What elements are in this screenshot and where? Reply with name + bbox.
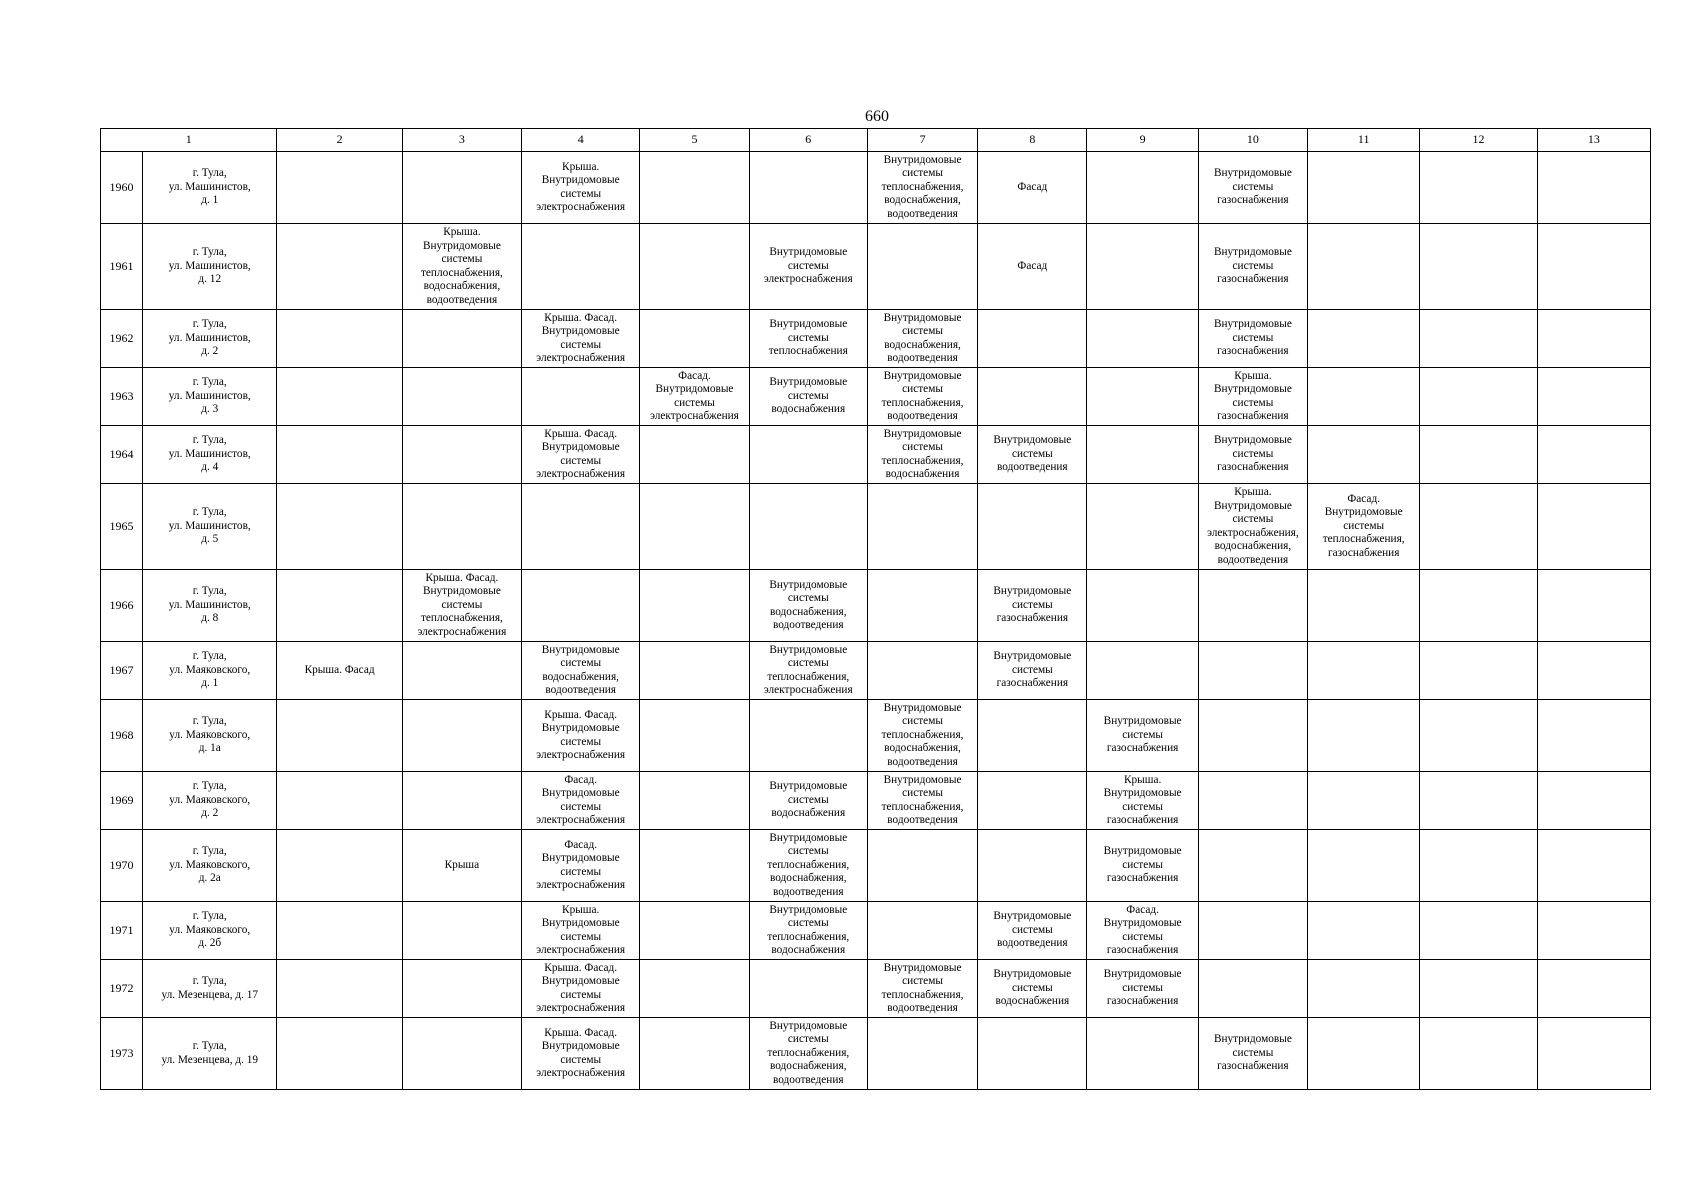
address-cell: г. Тула, ул. Машинистов, д. 1 [143, 152, 277, 224]
work-cell-col-12 [1420, 830, 1537, 902]
work-cell-col-12 [1420, 960, 1537, 1018]
work-cell-col-12 [1420, 1018, 1537, 1090]
work-cell-col-7 [867, 484, 977, 570]
work-cell-col-9: Внутридомовые системы газоснабжения [1087, 960, 1198, 1018]
row-number: 1963 [101, 368, 143, 426]
work-cell-col-8: Внутридомовые системы водоснабжения [978, 960, 1087, 1018]
column-header-8: 8 [978, 129, 1087, 152]
address-cell: г. Тула, ул. Машинистов, д. 2 [143, 310, 277, 368]
work-cell-col-13 [1537, 1018, 1650, 1090]
work-cell-col-3 [402, 960, 521, 1018]
work-cell-col-3 [402, 772, 521, 830]
work-cell-col-8: Внутридомовые системы газоснабжения [978, 642, 1087, 700]
work-cell-col-5: Фасад. Внутридомовые системы электроснабжения [640, 368, 749, 426]
table-row [101, 902, 1651, 960]
table-row [101, 368, 1651, 426]
repair-schedule-table [100, 128, 1651, 1090]
work-cell-col-11 [1308, 960, 1420, 1018]
work-cell-col-3: Крыша. Внутридомовые системы теплоснабжения, водоснабжения, водоотведения [402, 224, 521, 310]
work-cell-col-3 [402, 152, 521, 224]
work-cell-col-12 [1420, 152, 1537, 224]
work-cell-col-10: Крыша. Внутридомовые системы газоснабжения [1198, 368, 1307, 426]
work-cell-col-13 [1537, 426, 1650, 484]
table-row [101, 570, 1651, 642]
work-cell-col-9: Внутридомовые системы газоснабжения [1087, 700, 1198, 772]
work-cell-col-6: Внутридомовые системы водоснабжения [749, 772, 867, 830]
work-cell-col-11 [1308, 152, 1420, 224]
table-row [101, 830, 1651, 902]
work-cell-col-11 [1308, 368, 1420, 426]
row-number: 1965 [101, 484, 143, 570]
table-row [101, 310, 1651, 368]
address-cell: г. Тула, ул. Маяковского, д. 2б [143, 902, 277, 960]
header-row [101, 129, 1651, 152]
work-cell-col-6: Внутридомовые системы электроснабжения [749, 224, 867, 310]
column-header-10: 10 [1198, 129, 1307, 152]
work-cell-col-6 [749, 152, 867, 224]
table-container [100, 128, 1651, 1090]
work-cell-col-3: Крыша. Фасад. Внутридомовые системы теплоснабжения, электроснабжения [402, 570, 521, 642]
column-header-11: 11 [1308, 129, 1420, 152]
work-cell-col-7: Внутридомовые системы теплоснабжения, водоснабжения [867, 426, 977, 484]
work-cell-col-8 [978, 368, 1087, 426]
column-header-3: 3 [402, 129, 521, 152]
work-cell-col-5 [640, 700, 749, 772]
table-header [101, 129, 1651, 152]
work-cell-col-10: Внутридомовые системы газоснабжения [1198, 310, 1307, 368]
table-row [101, 700, 1651, 772]
row-number: 1960 [101, 152, 143, 224]
work-cell-col-10 [1198, 902, 1307, 960]
table-body [101, 152, 1651, 1090]
work-cell-col-8: Фасад [978, 224, 1087, 310]
column-header-9: 9 [1087, 129, 1198, 152]
work-cell-col-12 [1420, 772, 1537, 830]
work-cell-col-12 [1420, 310, 1537, 368]
table-row [101, 224, 1651, 310]
work-cell-col-11 [1308, 570, 1420, 642]
row-number: 1970 [101, 830, 143, 902]
work-cell-col-3 [402, 426, 521, 484]
work-cell-col-8: Внутридомовые системы газоснабжения [978, 570, 1087, 642]
work-cell-col-8: Фасад [978, 152, 1087, 224]
work-cell-col-7: Внутридомовые системы теплоснабжения, водоснабжения, водоотведения [867, 152, 977, 224]
work-cell-col-9 [1087, 310, 1198, 368]
work-cell-col-10 [1198, 642, 1307, 700]
work-cell-col-12 [1420, 902, 1537, 960]
address-cell: г. Тула, ул. Маяковского, д. 1а [143, 700, 277, 772]
work-cell-col-3: Крыша [402, 830, 521, 902]
work-cell-col-2 [277, 310, 402, 368]
work-cell-col-11 [1308, 224, 1420, 310]
work-cell-col-12 [1420, 700, 1537, 772]
work-cell-col-2 [277, 830, 402, 902]
work-cell-col-6: Внутридомовые системы теплоснабжения, водоснабжения [749, 902, 867, 960]
work-cell-col-4: Крыша. Внутридомовые системы электроснабжения [522, 152, 640, 224]
work-cell-col-2 [277, 484, 402, 570]
work-cell-col-10 [1198, 960, 1307, 1018]
work-cell-col-9 [1087, 642, 1198, 700]
work-cell-col-4: Крыша. Внутридомовые системы электроснабжения [522, 902, 640, 960]
work-cell-col-2 [277, 368, 402, 426]
work-cell-col-11 [1308, 772, 1420, 830]
row-number: 1966 [101, 570, 143, 642]
work-cell-col-7 [867, 830, 977, 902]
work-cell-col-8: Внутридомовые системы водоотведения [978, 902, 1087, 960]
work-cell-col-2 [277, 960, 402, 1018]
work-cell-col-13 [1537, 152, 1650, 224]
work-cell-col-7: Внутридомовые системы теплоснабжения, водоотведения [867, 772, 977, 830]
work-cell-col-11 [1308, 1018, 1420, 1090]
work-cell-col-6: Внутридомовые системы водоснабжения [749, 368, 867, 426]
work-cell-col-4: Внутридомовые системы водоснабжения, водоотведения [522, 642, 640, 700]
work-cell-col-4 [522, 368, 640, 426]
work-cell-col-13 [1537, 700, 1650, 772]
table-row [101, 960, 1651, 1018]
work-cell-col-4: Крыша. Фасад. Внутридомовые системы электроснабжения [522, 310, 640, 368]
work-cell-col-5 [640, 642, 749, 700]
work-cell-col-3 [402, 1018, 521, 1090]
table-row [101, 772, 1651, 830]
work-cell-col-5 [640, 426, 749, 484]
work-cell-col-7 [867, 1018, 977, 1090]
work-cell-col-13 [1537, 960, 1650, 1018]
work-cell-col-13 [1537, 772, 1650, 830]
work-cell-col-12 [1420, 368, 1537, 426]
work-cell-col-10: Внутридомовые системы газоснабжения [1198, 152, 1307, 224]
work-cell-col-10: Внутридомовые системы газоснабжения [1198, 1018, 1307, 1090]
work-cell-col-13 [1537, 902, 1650, 960]
work-cell-col-5 [640, 152, 749, 224]
work-cell-col-12 [1420, 642, 1537, 700]
work-cell-col-2 [277, 1018, 402, 1090]
work-cell-col-11 [1308, 700, 1420, 772]
work-cell-col-11: Фасад. Внутридомовые системы теплоснабжения, газоснабжения [1308, 484, 1420, 570]
work-cell-col-6: Внутридомовые системы теплоснабжения, водоснабжения, водоотведения [749, 830, 867, 902]
work-cell-col-2 [277, 224, 402, 310]
work-cell-col-8 [978, 830, 1087, 902]
work-cell-col-9 [1087, 1018, 1198, 1090]
work-cell-col-6: Внутридомовые системы водоснабжения, водоотведения [749, 570, 867, 642]
address-cell: г. Тула, ул. Машинистов, д. 8 [143, 570, 277, 642]
work-cell-col-6 [749, 700, 867, 772]
work-cell-col-2 [277, 772, 402, 830]
work-cell-col-13 [1537, 484, 1650, 570]
work-cell-col-7 [867, 902, 977, 960]
column-header-13: 13 [1537, 129, 1650, 152]
work-cell-col-7 [867, 642, 977, 700]
work-cell-col-4: Крыша. Фасад. Внутридомовые системы электроснабжения [522, 1018, 640, 1090]
work-cell-col-8 [978, 772, 1087, 830]
column-header-1: 1 [101, 129, 277, 152]
work-cell-col-6: Внутридомовые системы теплоснабжения, водоснабжения, водоотведения [749, 1018, 867, 1090]
row-number: 1964 [101, 426, 143, 484]
work-cell-col-5 [640, 224, 749, 310]
work-cell-col-4: Крыша. Фасад. Внутридомовые системы электроснабжения [522, 426, 640, 484]
work-cell-col-8 [978, 484, 1087, 570]
address-cell: г. Тула, ул. Маяковского, д. 1 [143, 642, 277, 700]
work-cell-col-4 [522, 570, 640, 642]
table-row [101, 642, 1651, 700]
work-cell-col-6: Внутридомовые системы теплоснабжения [749, 310, 867, 368]
address-cell: г. Тула, ул. Машинистов, д. 12 [143, 224, 277, 310]
column-header-6: 6 [749, 129, 867, 152]
work-cell-col-8 [978, 700, 1087, 772]
work-cell-col-3 [402, 642, 521, 700]
row-number: 1972 [101, 960, 143, 1018]
work-cell-col-10 [1198, 830, 1307, 902]
column-header-5: 5 [640, 129, 749, 152]
work-cell-col-10 [1198, 570, 1307, 642]
page-number: 660 [865, 108, 889, 125]
row-number: 1967 [101, 642, 143, 700]
row-number: 1962 [101, 310, 143, 368]
address-cell: г. Тула, ул. Мезенцева, д. 17 [143, 960, 277, 1018]
address-cell: г. Тула, ул. Маяковского, д. 2 [143, 772, 277, 830]
work-cell-col-7: Внутридомовые системы теплоснабжения, водоснабжения, водоотведения [867, 700, 977, 772]
work-cell-col-5 [640, 772, 749, 830]
work-cell-col-6 [749, 426, 867, 484]
table-row [101, 426, 1651, 484]
work-cell-col-6 [749, 484, 867, 570]
work-cell-col-4: Крыша. Фасад. Внутридомовые системы электроснабжения [522, 960, 640, 1018]
work-cell-col-2 [277, 426, 402, 484]
work-cell-col-3 [402, 902, 521, 960]
work-cell-col-13 [1537, 830, 1650, 902]
column-header-12: 12 [1420, 129, 1537, 152]
work-cell-col-4 [522, 224, 640, 310]
work-cell-col-9 [1087, 570, 1198, 642]
work-cell-col-8 [978, 310, 1087, 368]
work-cell-col-5 [640, 484, 749, 570]
work-cell-col-9: Внутридомовые системы газоснабжения [1087, 830, 1198, 902]
work-cell-col-3 [402, 484, 521, 570]
work-cell-col-3 [402, 700, 521, 772]
work-cell-col-11 [1308, 830, 1420, 902]
work-cell-col-11 [1308, 426, 1420, 484]
work-cell-col-10 [1198, 700, 1307, 772]
work-cell-col-2: Крыша. Фасад [277, 642, 402, 700]
address-cell: г. Тула, ул. Машинистов, д. 4 [143, 426, 277, 484]
work-cell-col-13 [1537, 570, 1650, 642]
address-cell: г. Тула, ул. Машинистов, д. 5 [143, 484, 277, 570]
address-cell: г. Тула, ул. Мезенцева, д. 19 [143, 1018, 277, 1090]
address-cell: г. Тула, ул. Машинистов, д. 3 [143, 368, 277, 426]
work-cell-col-13 [1537, 368, 1650, 426]
work-cell-col-13 [1537, 310, 1650, 368]
work-cell-col-7: Внутридомовые системы теплоснабжения, водоотведения [867, 368, 977, 426]
work-cell-col-12 [1420, 484, 1537, 570]
work-cell-col-11 [1308, 642, 1420, 700]
column-header-4: 4 [522, 129, 640, 152]
table-row [101, 1018, 1651, 1090]
address-cell: г. Тула, ул. Маяковского, д. 2а [143, 830, 277, 902]
work-cell-col-9: Крыша. Внутридомовые системы газоснабжения [1087, 772, 1198, 830]
work-cell-col-12 [1420, 224, 1537, 310]
work-cell-col-4: Фасад. Внутридомовые системы электроснабжения [522, 830, 640, 902]
column-header-2: 2 [277, 129, 402, 152]
column-header-7: 7 [867, 129, 977, 152]
work-cell-col-6 [749, 960, 867, 1018]
work-cell-col-4: Крыша. Фасад. Внутридомовые системы электроснабжения [522, 700, 640, 772]
work-cell-col-2 [277, 902, 402, 960]
work-cell-col-7 [867, 224, 977, 310]
work-cell-col-5 [640, 1018, 749, 1090]
row-number: 1968 [101, 700, 143, 772]
work-cell-col-7: Внутридомовые системы теплоснабжения, водоотведения [867, 960, 977, 1018]
work-cell-col-9 [1087, 224, 1198, 310]
work-cell-col-10: Внутридомовые системы газоснабжения [1198, 224, 1307, 310]
work-cell-col-7 [867, 570, 977, 642]
work-cell-col-10: Крыша. Внутридомовые системы электроснабжения, водоснабжения, водоотведения [1198, 484, 1307, 570]
work-cell-col-11 [1308, 310, 1420, 368]
work-cell-col-12 [1420, 570, 1537, 642]
work-cell-col-4 [522, 484, 640, 570]
work-cell-col-5 [640, 830, 749, 902]
work-cell-col-9 [1087, 152, 1198, 224]
table-row [101, 152, 1651, 224]
work-cell-col-5 [640, 902, 749, 960]
work-cell-col-13 [1537, 224, 1650, 310]
table-row [101, 484, 1651, 570]
work-cell-col-2 [277, 570, 402, 642]
work-cell-col-13 [1537, 642, 1650, 700]
work-cell-col-8 [978, 1018, 1087, 1090]
work-cell-col-2 [277, 700, 402, 772]
work-cell-col-2 [277, 152, 402, 224]
work-cell-col-9: Фасад. Внутридомовые системы газоснабжения [1087, 902, 1198, 960]
work-cell-col-10 [1198, 772, 1307, 830]
work-cell-col-9 [1087, 426, 1198, 484]
row-number: 1961 [101, 224, 143, 310]
work-cell-col-5 [640, 310, 749, 368]
work-cell-col-5 [640, 570, 749, 642]
work-cell-col-11 [1308, 902, 1420, 960]
row-number: 1973 [101, 1018, 143, 1090]
work-cell-col-8: Внутридомовые системы водоотведения [978, 426, 1087, 484]
work-cell-col-5 [640, 960, 749, 1018]
work-cell-col-3 [402, 368, 521, 426]
work-cell-col-6: Внутридомовые системы теплоснабжения, электроснабжения [749, 642, 867, 700]
work-cell-col-12 [1420, 426, 1537, 484]
work-cell-col-9 [1087, 484, 1198, 570]
work-cell-col-10: Внутридомовые системы газоснабжения [1198, 426, 1307, 484]
row-number: 1969 [101, 772, 143, 830]
work-cell-col-4: Фасад. Внутридомовые системы электроснабжения [522, 772, 640, 830]
work-cell-col-7: Внутридомовые системы водоснабжения, водоотведения [867, 310, 977, 368]
row-number: 1971 [101, 902, 143, 960]
work-cell-col-9 [1087, 368, 1198, 426]
work-cell-col-3 [402, 310, 521, 368]
